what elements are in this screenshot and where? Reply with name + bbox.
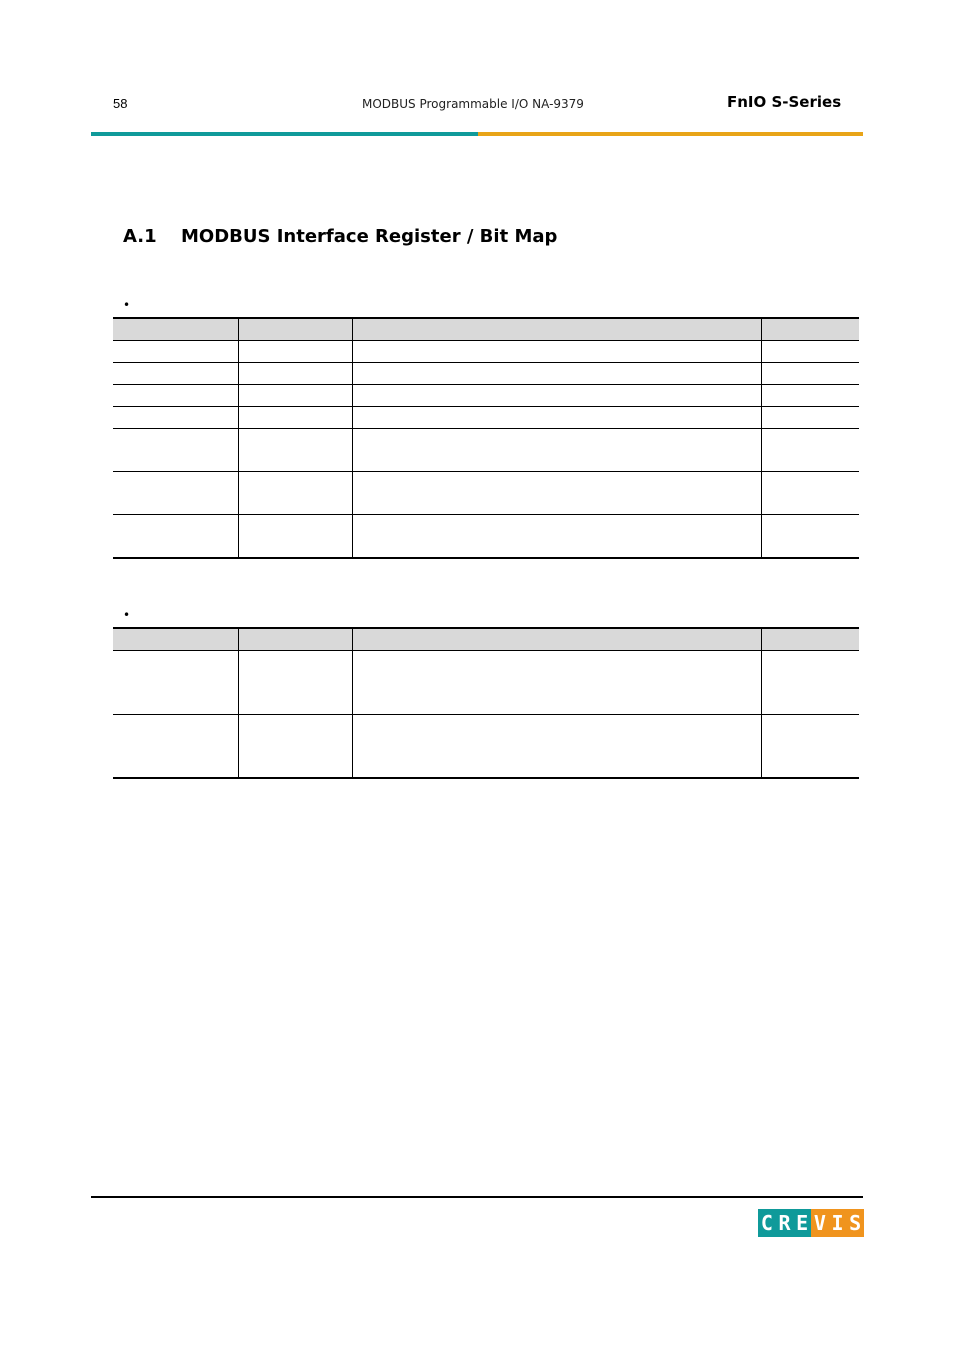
- register-table-1: [113, 317, 859, 559]
- table-cell: [113, 363, 238, 385]
- table-cell: [761, 341, 859, 363]
- table-row: [113, 429, 859, 472]
- table-cell: [238, 715, 352, 778]
- table-cell: [238, 472, 352, 515]
- header-cell: [238, 318, 352, 341]
- page-number: 58: [113, 96, 128, 111]
- bullet-2: •: [123, 608, 131, 622]
- table-cell: [761, 472, 859, 515]
- header-rule-orange: [478, 132, 863, 136]
- section-number: A.1: [123, 226, 157, 247]
- table-row: [113, 385, 859, 407]
- table-cell: [113, 472, 238, 515]
- table-cell: [761, 715, 859, 778]
- table-cell: [352, 407, 761, 429]
- table-cell: [352, 472, 761, 515]
- header-cell: [113, 628, 238, 651]
- table-cell: [113, 407, 238, 429]
- table-header-row: [113, 318, 859, 341]
- table-cell: [761, 407, 859, 429]
- table-cell: [352, 363, 761, 385]
- table-cell: [761, 651, 859, 715]
- table-cell: [238, 385, 352, 407]
- bullet-1: •: [123, 298, 131, 312]
- table-cell: [761, 363, 859, 385]
- table-cell: [761, 385, 859, 407]
- table-cell: [238, 407, 352, 429]
- table-cell: [113, 715, 238, 778]
- table-cell: [113, 515, 238, 558]
- table-cell: [352, 651, 761, 715]
- table-cell: [113, 341, 238, 363]
- logo-letter: V: [811, 1209, 829, 1237]
- register-table-2: [113, 627, 859, 779]
- document-title: MODBUS Programmable I/O NA-9379: [362, 97, 584, 111]
- logo-letter: I: [829, 1209, 847, 1237]
- logo-letter: C: [758, 1209, 776, 1237]
- table-cell: [238, 363, 352, 385]
- table-cell: [113, 385, 238, 407]
- table-cell: [113, 429, 238, 472]
- header-rule-teal: [91, 132, 478, 136]
- crevis-logo: [758, 1209, 864, 1237]
- table-row: [113, 715, 859, 778]
- table-cell: [238, 341, 352, 363]
- section-title: MODBUS Interface Register / Bit Map: [181, 226, 558, 247]
- section-heading: [123, 226, 557, 247]
- footer-rule: [91, 1196, 863, 1198]
- table-row: [113, 472, 859, 515]
- series-name: FnIO S-Series: [727, 93, 842, 111]
- table-cell: [113, 651, 238, 715]
- table-cell: [352, 515, 761, 558]
- table-row: [113, 341, 859, 363]
- table-row: [113, 407, 859, 429]
- logo-letter: S: [846, 1209, 864, 1237]
- logo-letter: R: [776, 1209, 794, 1237]
- table-cell: [761, 515, 859, 558]
- header-cell: [113, 318, 238, 341]
- table-cell: [761, 429, 859, 472]
- header-cell: [352, 628, 761, 651]
- table-cell: [352, 715, 761, 778]
- logo-letter: E: [793, 1209, 811, 1237]
- header-cell: [352, 318, 761, 341]
- header-cell: [238, 628, 352, 651]
- table-row: [113, 651, 859, 715]
- table-cell: [352, 341, 761, 363]
- table-cell: [352, 385, 761, 407]
- table-row: [113, 515, 859, 558]
- header-cell: [761, 628, 859, 651]
- header-cell: [761, 318, 859, 341]
- table-cell: [238, 651, 352, 715]
- table-cell: [238, 429, 352, 472]
- table-cell: [238, 515, 352, 558]
- table-header-row: [113, 628, 859, 651]
- table-cell: [352, 429, 761, 472]
- table-row: [113, 363, 859, 385]
